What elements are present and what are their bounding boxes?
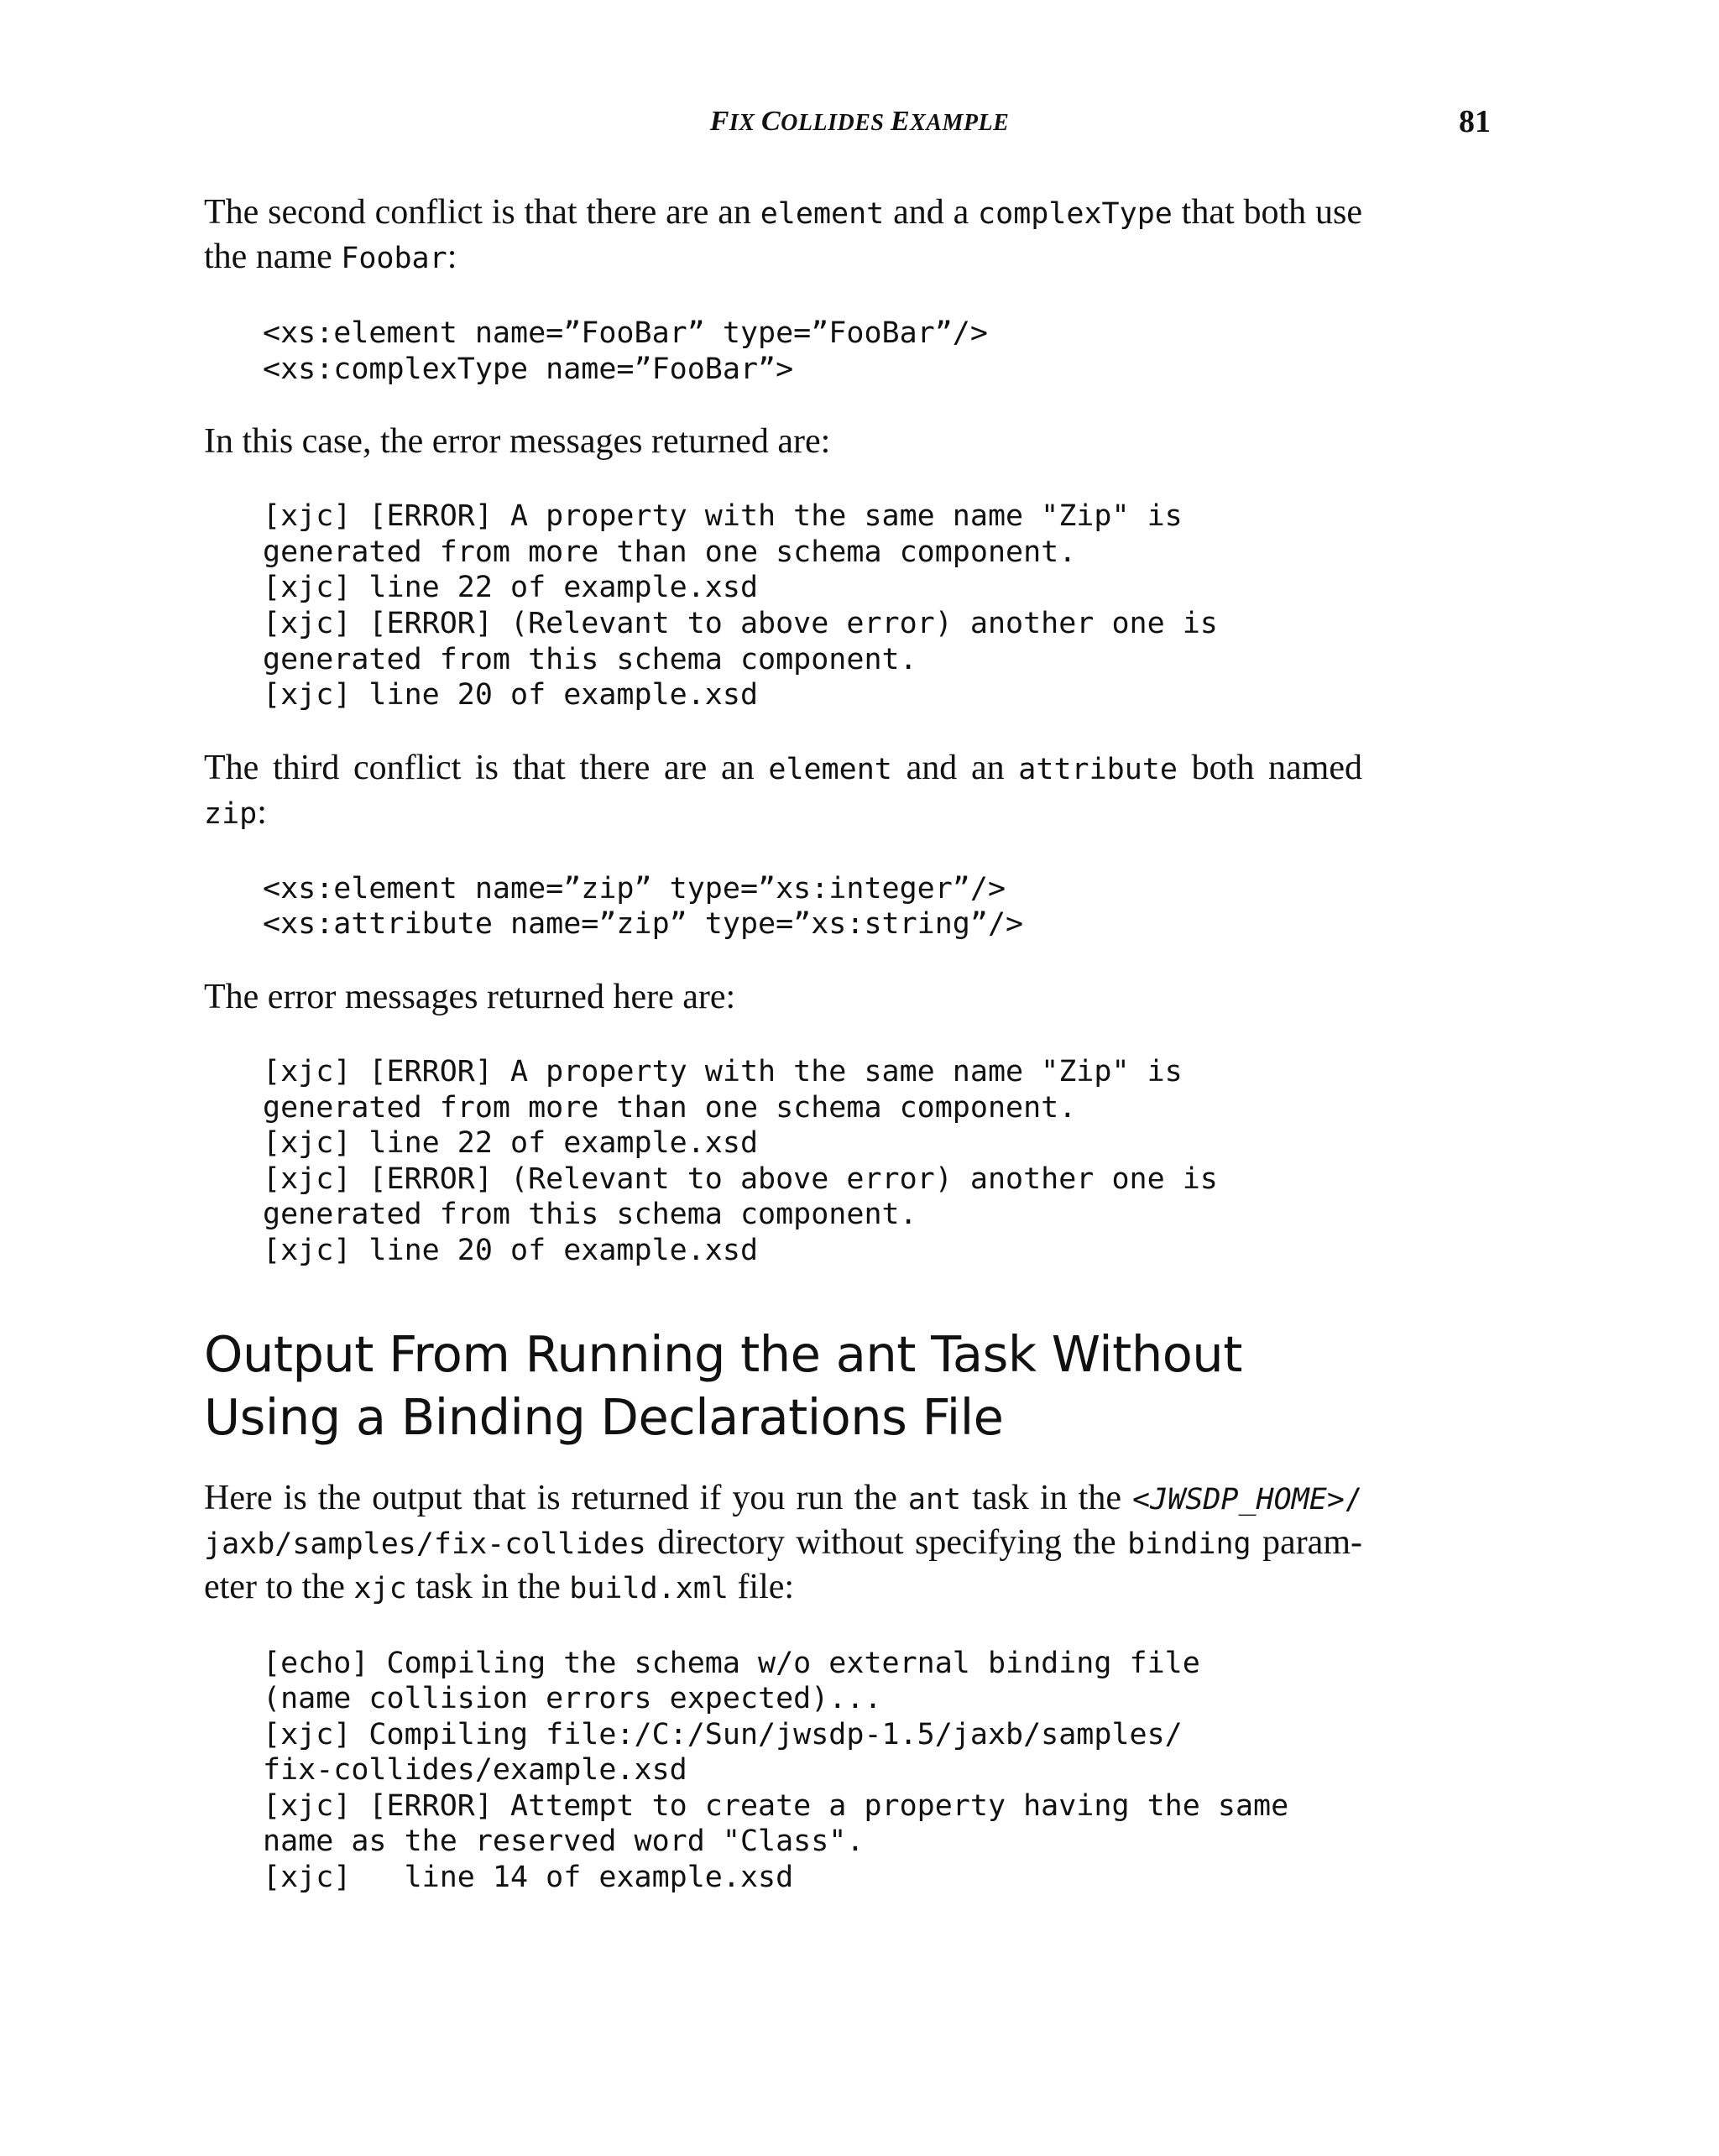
- page-content: [204, 191, 1362, 1896]
- text-run: and an: [891, 748, 1019, 787]
- text-run: parameter to the: [204, 1522, 1362, 1606]
- page-number: 81: [1459, 104, 1491, 139]
- running-title-part: E: [890, 106, 911, 137]
- text-run: Here is the output that is returned if you run the: [204, 1478, 908, 1517]
- text-run: and a: [884, 193, 979, 232]
- inline-code: attribute: [1018, 752, 1178, 786]
- inline-code: element: [768, 752, 892, 786]
- section-heading: Output From Running the ant Task Without Using a Binding Declarations File: [204, 1324, 1242, 1446]
- running-title-part: IX: [729, 110, 761, 136]
- text-run: that both use the name: [204, 193, 1362, 276]
- paragraph-second-conflict: [204, 191, 1362, 280]
- text-run: :: [447, 238, 457, 276]
- text-run: The third conflict is that there are an: [204, 748, 769, 787]
- running-title-part: XAMPLE: [910, 110, 1010, 136]
- paragraph-error-intro-2: The error messages returned here are:: [204, 977, 736, 1016]
- code-block-foobar: <xs:element name=”FooBar” type=”FooBar”/> <xs:complexType name=”FooBar”>: [263, 316, 988, 386]
- text-run: task in the: [406, 1567, 570, 1606]
- running-title-part: OLLIDES: [781, 110, 891, 136]
- text-run: both named: [1177, 748, 1362, 787]
- text-run: directory without specifying the: [645, 1522, 1128, 1562]
- running-title-part: F: [709, 106, 729, 137]
- inline-code: xjc: [353, 1571, 407, 1605]
- inline-code: zip: [204, 796, 258, 831]
- text-run: :: [257, 792, 267, 832]
- paragraph-error-intro: In this case, the error messages returned are:: [204, 422, 831, 462]
- inline-code: build.xml: [569, 1571, 729, 1605]
- paragraph-ant-output: [204, 1477, 1362, 1610]
- code-block-zip: <xs:element name=”zip” type=”xs:integer”/> <xs:attribute name=”zip” type=”xs:string”/>: [263, 871, 1024, 942]
- code-block-errors-2: [xjc] [ERROR] A property with the same name "Zip" is generated from more than one schema component. [xjc] line 22 of example.xsd [xjc] [ERROR] (Relevant to above error) another one is generated from this schema component. [xjc] line 20 of example.xsd: [263, 1054, 1218, 1267]
- text-run: task in the: [961, 1478, 1133, 1517]
- inline-code: binding: [1127, 1527, 1251, 1561]
- code-block-errors-1: [xjc] [ERROR] A property with the same name "Zip" is generated from more than one schema component. [xjc] line 22 of example.xsd [xjc] [ERROR] (Relevant to above error) another one is generated from this schema component. [xjc] line 20 of example.xsd: [263, 499, 1218, 713]
- inline-code: / jaxb/samples/fix-collides: [204, 1482, 1362, 1561]
- code-block-ant-output: [echo] Compiling the schema w/o external binding file (name collision errors expected)... [xjc] Compiling file:/C:/Sun/jwsdp-1.5/jaxb/samples/ fix-collides/example.xsd [xjc] [ERROR] Attempt to create a property having the same name as the reserved word "Class". [xjc] line 14 of example.xsd: [263, 1646, 1289, 1895]
- running-title-part: C: [760, 106, 781, 137]
- inline-code: element: [760, 197, 885, 231]
- running-head: [0, 102, 1719, 142]
- text-run: file:: [728, 1567, 795, 1606]
- inline-code: complexType: [978, 197, 1173, 231]
- inline-code: Foobar: [341, 242, 447, 275]
- text-run: The second conflict is that there are an: [204, 193, 760, 232]
- inline-code: ant: [907, 1482, 962, 1517]
- inline-code-italic: <JWSDP_HOME>: [1132, 1482, 1345, 1517]
- paragraph-third-conflict: [204, 747, 1362, 836]
